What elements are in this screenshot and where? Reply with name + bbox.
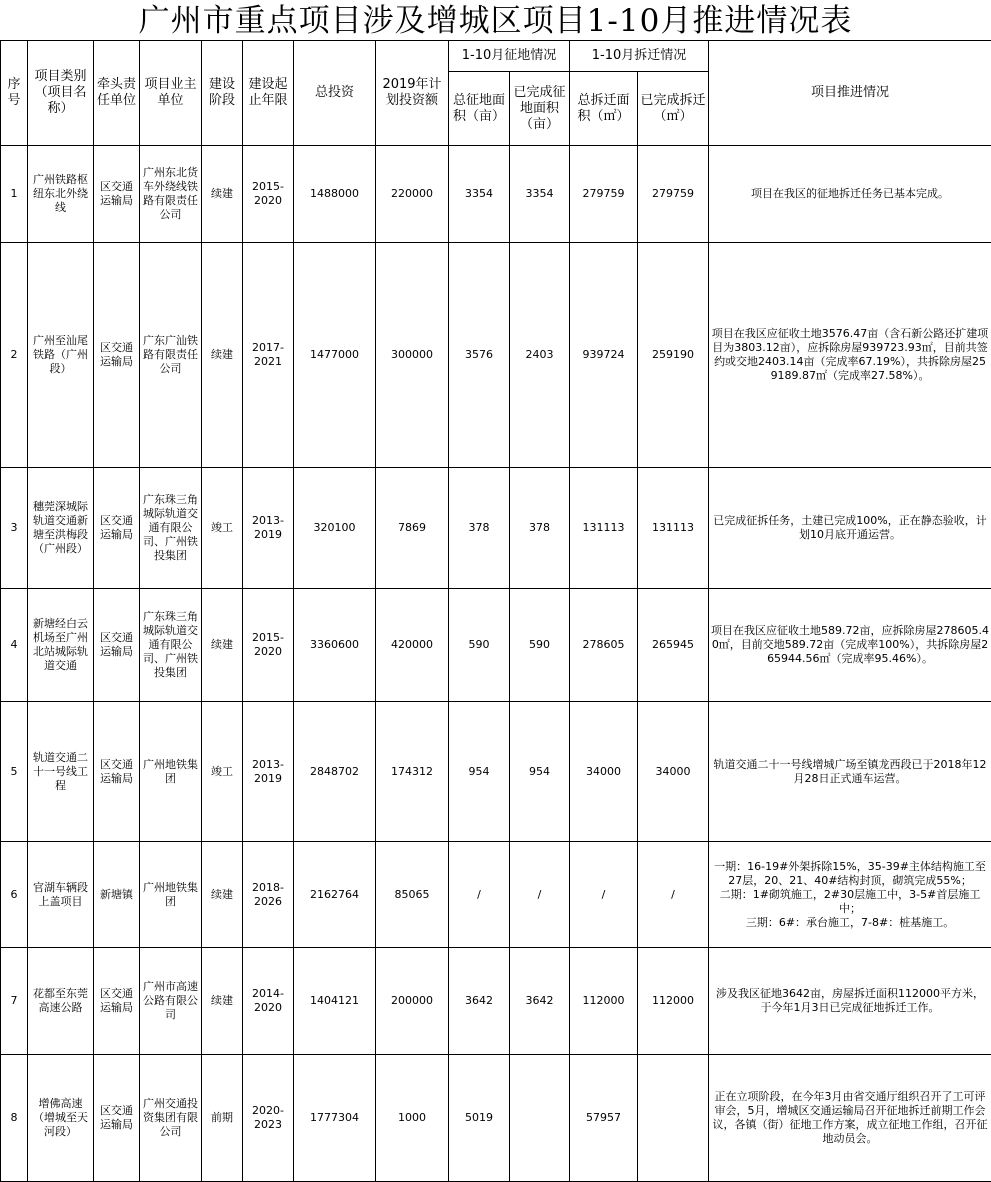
progress-line: 正在立项阶段，在今年3月由省交通厅组织召开了工可评审会，5月，增城区交通运输局召开征地拆迁前期工作会议，各镇（街）征地工作方案，成立征地工作组，召开征地动员会。 xyxy=(712,1090,988,1145)
progress-line: 二期：1#砌筑施工，2#30层施工中，3-5#首层施工中； xyxy=(719,887,981,915)
cell-period: 2013-2019 xyxy=(243,468,294,589)
cell-land-total: 3642 xyxy=(449,948,510,1055)
cell-project-name: 轨道交通二十一号线工程 xyxy=(28,702,94,842)
cell-project-name: 穗莞深城际轨道交通新塘至洪梅段（广州段） xyxy=(28,468,94,589)
cell-total-investment: 1477000 xyxy=(294,243,376,468)
header-lead-unit: 牵头责任单位 xyxy=(94,41,140,146)
table-row xyxy=(1,146,991,243)
cell-stage: 续建 xyxy=(202,243,243,468)
cell-period: 2014-2020 xyxy=(243,948,294,1055)
cell-land-done xyxy=(510,1055,570,1182)
cell-plan-2019: 174312 xyxy=(376,702,449,842)
cell-owner: 广州地铁集团 xyxy=(140,702,202,842)
cell-plan-2019: 85065 xyxy=(376,842,449,948)
header-demolition-done: 已完成拆迁（㎡） xyxy=(638,72,709,146)
cell-project-name: 广州铁路枢纽东北外绕线 xyxy=(28,146,94,243)
cell-demolition-done: 265945 xyxy=(638,589,709,702)
cell-demolition-done: 34000 xyxy=(638,702,709,842)
cell-plan-2019: 300000 xyxy=(376,243,449,468)
progress-line: 三期：6#：承台施工，7-8#：桩基施工。 xyxy=(745,915,955,929)
header-category: 项目类别（项目名称） xyxy=(28,41,94,146)
cell-project-name: 广州至汕尾铁路（广州段） xyxy=(28,243,94,468)
cell-plan-2019: 220000 xyxy=(376,146,449,243)
cell-total-investment: 320100 xyxy=(294,468,376,589)
header-plan-2019: 2019年计划投资额 xyxy=(376,41,449,146)
cell-land-total: 3576 xyxy=(449,243,510,468)
cell-demolition-total: 34000 xyxy=(570,702,638,842)
cell-demolition-done: / xyxy=(638,842,709,948)
progress-line: 轨道交通二十一号线增城广场至镇龙西段已于2018年12月28日正式通车运营。 xyxy=(713,757,987,785)
cell-total-investment: 2162764 xyxy=(294,842,376,948)
cell-owner: 广东广汕铁路有限责任公司 xyxy=(140,243,202,468)
table-row xyxy=(1,589,991,702)
cell-demolition-done: 259190 xyxy=(638,243,709,468)
progress-line: 项目在我区应征收土地589.72亩，应拆除房屋278605.40㎡，目前交地589.72亩（完成率100%），共拆除房屋265944.56㎡（完成率95.46%）。 xyxy=(711,624,990,665)
cell-lead-unit: 区交通运输局 xyxy=(94,146,140,243)
cell-owner: 广东珠三角城际轨道交通有限公司、广州铁投集团 xyxy=(140,468,202,589)
cell-stage: 竣工 xyxy=(202,702,243,842)
cell-seq: 3 xyxy=(1,468,28,589)
cell-seq: 4 xyxy=(1,589,28,702)
table-row xyxy=(1,468,991,589)
project-progress-table xyxy=(0,40,991,1182)
cell-progress xyxy=(709,1055,991,1182)
cell-demolition-total: 112000 xyxy=(570,948,638,1055)
cell-period: 2020-2023 xyxy=(243,1055,294,1182)
table-row xyxy=(1,1055,991,1182)
progress-line: 项目在我区应征收土地3576.47亩（含石新公路还扩建项目为3803.12亩），应拆除房屋939723.93㎡，目前共签约或交地2403.14亩（完成率67.19%），共拆除房屋259189.87㎡（完成率27.58%）。 xyxy=(711,327,989,382)
cell-total-investment: 1404121 xyxy=(294,948,376,1055)
header-period: 建设起止年限 xyxy=(243,41,294,146)
cell-demolition-total: / xyxy=(570,842,638,948)
cell-lead-unit: 区交通运输局 xyxy=(94,468,140,589)
cell-land-total: 954 xyxy=(449,702,510,842)
cell-lead-unit: 区交通运输局 xyxy=(94,1055,140,1182)
cell-total-investment: 1488000 xyxy=(294,146,376,243)
cell-progress xyxy=(709,468,991,589)
table-row xyxy=(1,243,991,468)
cell-land-done: 954 xyxy=(510,702,570,842)
header-owner: 项目业主单位 xyxy=(140,41,202,146)
cell-land-done: 3354 xyxy=(510,146,570,243)
cell-project-name: 增佛高速（增城至天河段） xyxy=(28,1055,94,1182)
cell-seq: 2 xyxy=(1,243,28,468)
cell-period: 2018-2026 xyxy=(243,842,294,948)
cell-land-total: 3354 xyxy=(449,146,510,243)
cell-lead-unit: 区交通运输局 xyxy=(94,948,140,1055)
cell-seq: 8 xyxy=(1,1055,28,1182)
cell-stage: 续建 xyxy=(202,589,243,702)
cell-demolition-done: 131113 xyxy=(638,468,709,589)
header-land-total: 总征地面积（亩） xyxy=(449,72,510,146)
cell-plan-2019: 7869 xyxy=(376,468,449,589)
cell-land-total: / xyxy=(449,842,510,948)
cell-period: 2013-2019 xyxy=(243,702,294,842)
cell-lead-unit: 区交通运输局 xyxy=(94,589,140,702)
cell-seq: 1 xyxy=(1,146,28,243)
cell-seq: 7 xyxy=(1,948,28,1055)
cell-stage: 续建 xyxy=(202,948,243,1055)
cell-seq: 5 xyxy=(1,702,28,842)
cell-progress xyxy=(709,948,991,1055)
cell-project-name: 花都至东莞高速公路 xyxy=(28,948,94,1055)
table-row xyxy=(1,842,991,948)
cell-owner: 广东珠三角城际轨道交通有限公司、广州铁投集团 xyxy=(140,589,202,702)
cell-period: 2015-2020 xyxy=(243,146,294,243)
header-seq: 序号 xyxy=(1,41,28,146)
header-demolition-group: 1-10月拆迁情况 xyxy=(570,41,709,72)
cell-total-investment: 3360600 xyxy=(294,589,376,702)
cell-land-done: / xyxy=(510,842,570,948)
cell-demolition-done xyxy=(638,1055,709,1182)
cell-owner: 广州市高速公路有限公司 xyxy=(140,948,202,1055)
cell-demolition-total: 939724 xyxy=(570,243,638,468)
page-title: 广州市重点项目涉及增城区项目1-10月推进情况表 xyxy=(138,3,853,39)
cell-period: 2015-2020 xyxy=(243,589,294,702)
cell-owner: 广州东北货车外绕线铁路有限责任公司 xyxy=(140,146,202,243)
cell-lead-unit: 新塘镇 xyxy=(94,842,140,948)
cell-land-done: 590 xyxy=(510,589,570,702)
cell-land-total: 5019 xyxy=(449,1055,510,1182)
cell-stage: 续建 xyxy=(202,842,243,948)
cell-stage: 竣工 xyxy=(202,468,243,589)
table-row xyxy=(1,702,991,842)
progress-line: 涉及我区征地3642亩，房屋拆迁面积112000平方米，于今年1月3日已完成征地拆迁工作。 xyxy=(716,987,985,1014)
cell-progress xyxy=(709,589,991,702)
header-land-group: 1-10月征地情况 xyxy=(449,41,570,72)
cell-period: 2017-2021 xyxy=(243,243,294,468)
cell-demolition-done: 279759 xyxy=(638,146,709,243)
cell-progress xyxy=(709,702,991,842)
cell-land-done: 378 xyxy=(510,468,570,589)
cell-lead-unit: 区交通运输局 xyxy=(94,243,140,468)
header-land-done: 已完成征地面积（亩） xyxy=(510,72,570,146)
progress-line: 项目在我区的征地拆迁任务已基本完成。 xyxy=(751,187,950,200)
header-progress: 项目推进情况 xyxy=(709,41,991,146)
cell-stage: 前期 xyxy=(202,1055,243,1182)
cell-owner: 广州交通投资集团有限公司 xyxy=(140,1055,202,1182)
cell-owner: 广州地铁集团 xyxy=(140,842,202,948)
cell-progress xyxy=(709,243,991,468)
cell-plan-2019: 200000 xyxy=(376,948,449,1055)
cell-land-total: 378 xyxy=(449,468,510,589)
cell-land-done: 3642 xyxy=(510,948,570,1055)
cell-demolition-total: 279759 xyxy=(570,146,638,243)
cell-land-done: 2403 xyxy=(510,243,570,468)
cell-total-investment: 2848702 xyxy=(294,702,376,842)
cell-total-investment: 1777304 xyxy=(294,1055,376,1182)
progress-line: 已完成征拆任务，土建已完成100%，正在静态验收，计划10月底开通运营。 xyxy=(713,514,987,541)
cell-progress xyxy=(709,146,991,243)
cell-demolition-done: 112000 xyxy=(638,948,709,1055)
cell-project-name: 官湖车辆段上盖项目 xyxy=(28,842,94,948)
cell-demolition-total: 278605 xyxy=(570,589,638,702)
cell-plan-2019: 420000 xyxy=(376,589,449,702)
cell-plan-2019: 1000 xyxy=(376,1055,449,1182)
cell-seq: 6 xyxy=(1,842,28,948)
cell-demolition-total: 131113 xyxy=(570,468,638,589)
cell-demolition-total: 57957 xyxy=(570,1055,638,1182)
header-total-investment: 总投资 xyxy=(294,41,376,146)
cell-stage: 续建 xyxy=(202,146,243,243)
cell-progress xyxy=(709,842,991,948)
cell-lead-unit: 区交通运输局 xyxy=(94,702,140,842)
table-row xyxy=(1,948,991,1055)
progress-line: 一期：16-19#外架拆除15%，35-39#主体结构施工至27层，20、21、40#结构封顶，砌筑完成55%； xyxy=(714,859,986,887)
cell-land-total: 590 xyxy=(449,589,510,702)
cell-project-name: 新塘经白云机场至广州北站城际轨道交通 xyxy=(28,589,94,702)
header-demolition-total: 总拆迁面积（㎡） xyxy=(570,72,638,146)
header-stage: 建设阶段 xyxy=(202,41,243,146)
